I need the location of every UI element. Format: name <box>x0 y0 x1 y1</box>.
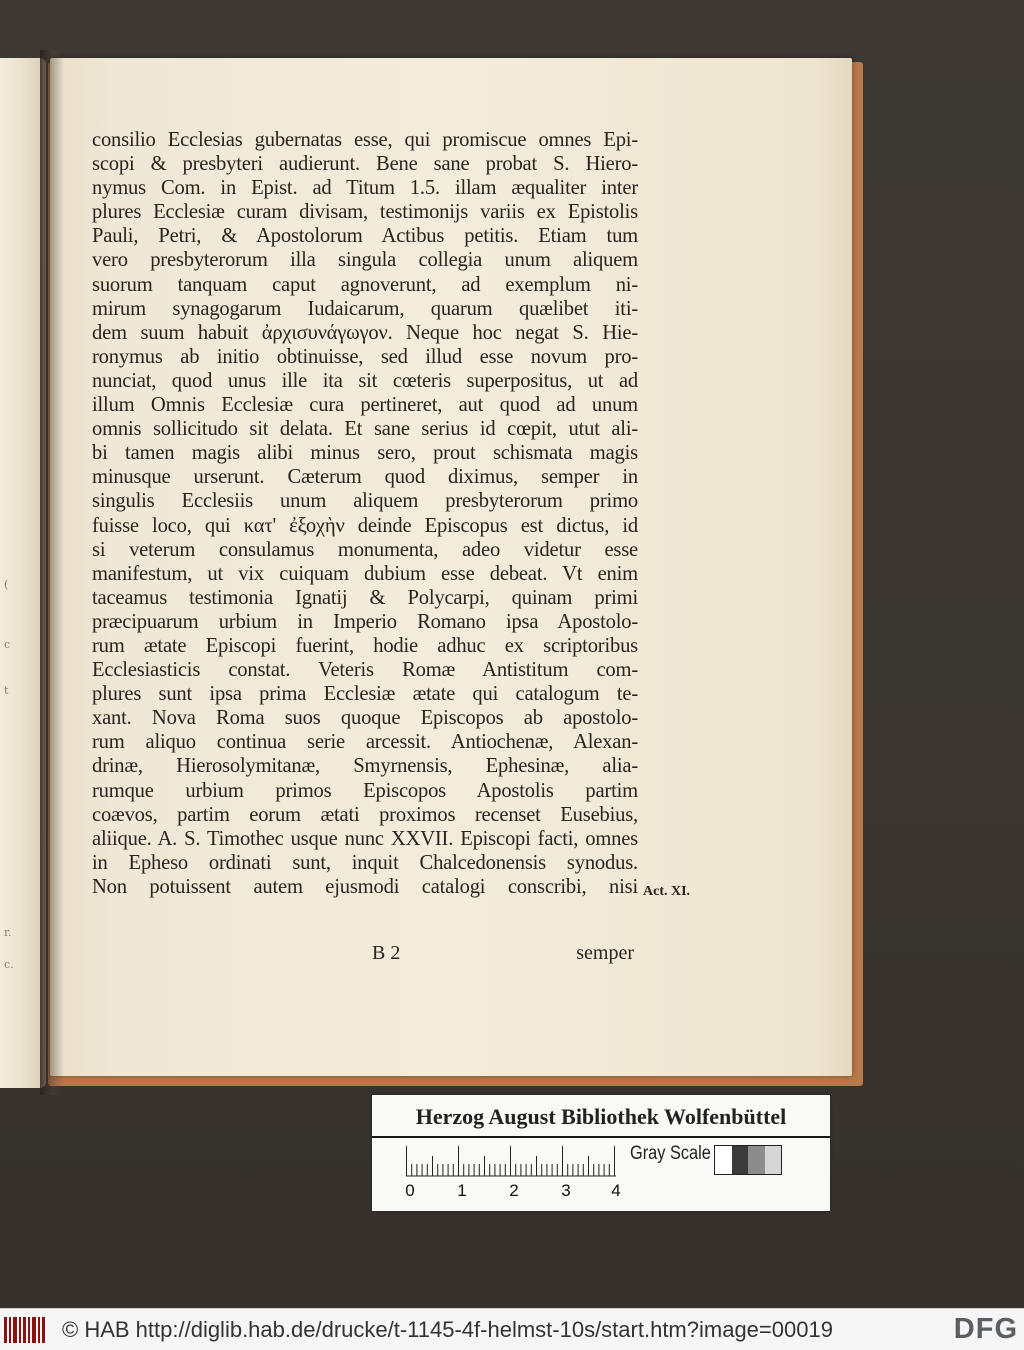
ruler-scale <box>406 1145 616 1177</box>
page-text-block <box>92 128 638 899</box>
text-line: rum ætate Episcopi fuerint, hodie adhuc ex scriptoribus <box>92 634 638 657</box>
status-bar <box>0 1308 1024 1350</box>
grayscale-label: Gray Scale <box>630 1143 711 1164</box>
gray-swatch <box>715 1146 732 1174</box>
text-line: ronymus ab initio obtinuisse, sed illud esse novum pro- <box>92 345 638 368</box>
text-line: nunciat, quod unus ille ita sit cœteris superpositus, ut ad <box>92 369 638 392</box>
text-line: præcipuarum urbium in Imperio Romano ipsa Apostolo- <box>92 610 638 633</box>
text-line: rum aliquo continua serie arcessit. Antiochenæ, Alexan- <box>92 731 638 754</box>
text-line: coævos, partim eorum ætati proximos recenset Eusebius, <box>92 803 638 826</box>
gutter-shadow <box>40 50 64 1095</box>
gray-swatch <box>765 1146 782 1174</box>
text-line: xant. Nova Roma suos quoque Episcopos ab apostolo- <box>92 707 638 730</box>
text-line: Ecclesiasticis constat. Veteris Romæ Antistitum com- <box>92 659 638 682</box>
dfg-logo: DFG <box>953 1313 1018 1345</box>
barcode-icon <box>4 1317 48 1343</box>
text-line: mirum synagogarum Iudaicarum, quarum quælibet iti- <box>92 297 638 320</box>
ruler-numbers <box>400 1181 640 1203</box>
text-line: aliique. A. S. Timothec usque nunc XXVII. Episcopi facti, omnes <box>92 827 638 850</box>
margin-mark: c <box>4 638 11 651</box>
library-title: Herzog August Bibliothek Wolfenbüttel <box>415 1104 787 1129</box>
margin-mark: t <box>4 684 9 697</box>
ruler-number: 1 <box>457 1181 467 1200</box>
gray-swatch <box>732 1146 749 1174</box>
text-line: illum Omnis Ecclesiæ cura pertineret, aut quod ad unum <box>92 394 638 417</box>
text-line: scopi & presbyteri audierunt. Bene sane probat S. Hiero- <box>92 153 638 176</box>
text-line: manifestum, ut vix cuiquam dubium esse debeat. Vt enim <box>92 562 638 585</box>
text-line: omnis sollicitudo sit delata. Et sane serius id cœpit, utut ali- <box>92 418 638 441</box>
calibration-card <box>372 1095 830 1211</box>
ruler-number: 4 <box>611 1181 621 1200</box>
text-line: Non potuissent autem ejusmodi catalogi conscribi, nisi <box>92 875 638 898</box>
ruler-number: 3 <box>561 1181 571 1200</box>
catchword: semper <box>576 942 634 964</box>
gray-swatch <box>748 1146 765 1174</box>
text-line: plures sunt ipsa prima Ecclesiæ ætate qui catalogum te- <box>92 683 638 706</box>
ruler-number: 2 <box>509 1181 519 1200</box>
copyright-url-text: © HAB http://diglib.hab.de/drucke/t-1145-4f-helmst-10s/start.htm?image=00019 <box>62 1317 833 1342</box>
ruler-number: 0 <box>405 1181 415 1200</box>
title-rule <box>372 1136 830 1138</box>
text-line: nymus Com. in Epist. ad Titum 1.5. illam æqualiter inter <box>92 177 638 200</box>
margin-mark: ( <box>4 578 9 591</box>
text-line: taceamus testimonia Ignatij & Polycarpi, quinam primi <box>92 586 638 609</box>
margin-mark: c. <box>4 958 14 971</box>
text-line: si veterum consulamus monumenta, adeo videtur esse <box>92 538 638 561</box>
text-line: consilio Ecclesias gubernatas esse, qui promiscue omnes Epi- <box>92 129 638 151</box>
text-line: drinæ, Hierosolymitanæ, Smyrnensis, Ephesinæ, alia- <box>92 755 638 778</box>
text-line: dem suum habuit ἀρχισυνάγωγον. Neque hoc negat S. Hie- <box>92 321 638 344</box>
text-line: rumque urbium primos Episcopos Apostolis partim <box>92 779 638 802</box>
text-line: Pauli, Petri, & Apostolorum Actibus petitis. Etiam tum <box>92 225 638 248</box>
margin-mark: r. <box>4 926 12 939</box>
page-footer <box>372 942 634 965</box>
text-line: bi tamen magis alibi minus sero, prout schismata magis <box>92 442 638 465</box>
text-line: plures Ecclesiæ curam divisam, testimonijs variis ex Epistolis <box>92 201 638 224</box>
text-line: suorum tanquam caput agnoverunt, ad exemplum ni- <box>92 273 638 296</box>
text-line: minusque urserunt. Cæterum quod diximus, semper in <box>92 466 638 489</box>
signature-mark: B 2 <box>372 942 401 964</box>
marginal-note: Act. XI. <box>643 884 691 899</box>
text-line: singulis Ecclesiis unum aliquem presbyterorum primo <box>92 490 638 513</box>
text-line: fuisse loco, qui κατ' ἐξοχὴν deinde Episcopus est dictus, id <box>92 514 638 537</box>
text-line: in Epheso ordinati sunt, inquit Chalcedonensis synodus. <box>92 851 638 874</box>
text-line: vero presbyterorum illa singula collegia unum aliquem <box>92 249 638 272</box>
grayscale-swatches <box>714 1145 782 1175</box>
